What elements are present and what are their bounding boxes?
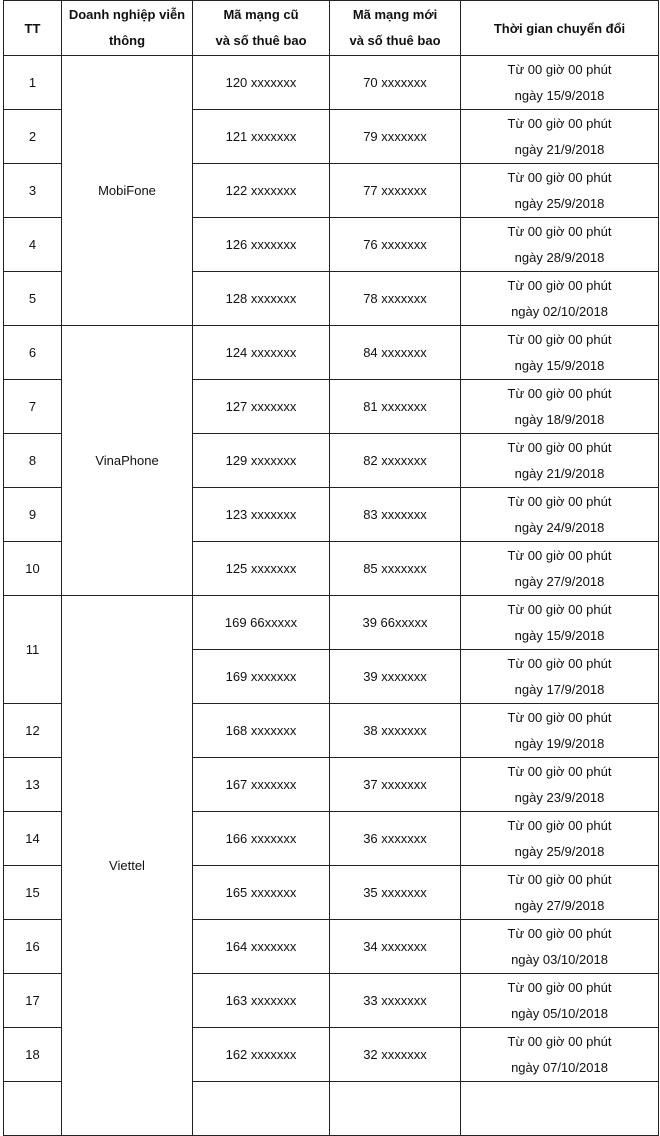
row-tt: 9 <box>4 488 62 542</box>
conversion-table <box>3 0 659 1136</box>
conversion-time: Từ 00 giờ 00 phút ngày 21/9/2018 <box>461 110 659 164</box>
new-code: 76 xxxxxxx <box>330 218 461 272</box>
header-time: Thời gian chuyển đổi <box>461 1 659 56</box>
row-tt: 1 <box>4 56 62 110</box>
row-tt: 10 <box>4 542 62 596</box>
old-code: 168 xxxxxxx <box>193 704 330 758</box>
new-code: 81 xxxxxxx <box>330 380 461 434</box>
new-code: 37 xxxxxxx <box>330 758 461 812</box>
conversion-time: Từ 00 giờ 00 phút ngày 28/9/2018 <box>461 218 659 272</box>
conversion-time: Từ 00 giờ 00 phút ngày 15/9/2018 <box>461 596 659 650</box>
new-code: 78 xxxxxxx <box>330 272 461 326</box>
conversion-time: Từ 00 giờ 00 phút ngày 27/9/2018 <box>461 542 659 596</box>
old-code: 162 xxxxxxx <box>193 1028 330 1082</box>
conversion-time: Từ 00 giờ 00 phút ngày 21/9/2018 <box>461 434 659 488</box>
row-tt: 8 <box>4 434 62 488</box>
row-tt: 4 <box>4 218 62 272</box>
old-code: 122 xxxxxxx <box>193 164 330 218</box>
new-code: 70 xxxxxxx <box>330 56 461 110</box>
new-code: 34 xxxxxxx <box>330 920 461 974</box>
old-code: 121 xxxxxxx <box>193 110 330 164</box>
conversion-time: Từ 00 giờ 00 phút ngày 18/9/2018 <box>461 380 659 434</box>
new-code: 38 xxxxxxx <box>330 704 461 758</box>
old-code: 126 xxxxxxx <box>193 218 330 272</box>
old-code: 165 xxxxxxx <box>193 866 330 920</box>
new-code: 36 xxxxxxx <box>330 812 461 866</box>
new-code: 77 xxxxxxx <box>330 164 461 218</box>
old-code: 166 xxxxxxx <box>193 812 330 866</box>
conversion-time: Từ 00 giờ 00 phút ngày 03/10/2018 <box>461 920 659 974</box>
new-code: 85 xxxxxxx <box>330 542 461 596</box>
conversion-time: Từ 00 giờ 00 phút ngày 02/10/2018 <box>461 272 659 326</box>
header-row <box>4 1 659 56</box>
old-code: 125 xxxxxxx <box>193 542 330 596</box>
row-tt: 13 <box>4 758 62 812</box>
conversion-time: Từ 00 giờ 00 phút ngày 15/9/2018 <box>461 326 659 380</box>
row-tt: 3 <box>4 164 62 218</box>
operator-mobifone: MobiFone <box>62 56 193 326</box>
conversion-time: Từ 00 giờ 00 phút ngày 24/9/2018 <box>461 488 659 542</box>
old-code: 124 xxxxxxx <box>193 326 330 380</box>
old-code: 123 xxxxxxx <box>193 488 330 542</box>
header-new-code: Mã mạng mới và số thuê bao <box>330 1 461 56</box>
conversion-time: Từ 00 giờ 00 phút ngày 15/9/2018 <box>461 56 659 110</box>
conversion-time: Từ 00 giờ 00 phút ngày 23/9/2018 <box>461 758 659 812</box>
new-code: 39 66xxxxx <box>330 596 461 650</box>
conversion-time: Từ 00 giờ 00 phút ngày 27/9/2018 <box>461 866 659 920</box>
row-tt: 5 <box>4 272 62 326</box>
new-code: 35 xxxxxxx <box>330 866 461 920</box>
header-tt: TT <box>4 1 62 56</box>
old-code: 164 xxxxxxx <box>193 920 330 974</box>
old-code: 167 xxxxxxx <box>193 758 330 812</box>
operator-vinaphone: VinaPhone <box>62 326 193 596</box>
conversion-time: Từ 00 giờ 00 phút ngày 17/9/2018 <box>461 650 659 704</box>
old-code: 169 xxxxxxx <box>193 650 330 704</box>
table-row <box>4 56 659 110</box>
header-operator: Doanh nghiệp viễn thông <box>62 1 193 56</box>
old-code: 169 66xxxxx <box>193 596 330 650</box>
header-old-code: Mã mạng cũ và số thuê bao <box>193 1 330 56</box>
old-code: 120 xxxxxxx <box>193 56 330 110</box>
new-code: 84 xxxxxxx <box>330 326 461 380</box>
new-code: 82 xxxxxxx <box>330 434 461 488</box>
conversion-time: Từ 00 giờ 00 phút ngày 05/10/2018 <box>461 974 659 1028</box>
row-tt: 17 <box>4 974 62 1028</box>
row-tt: 14 <box>4 812 62 866</box>
old-code: 163 xxxxxxx <box>193 974 330 1028</box>
row-tt: 6 <box>4 326 62 380</box>
row-tt: 16 <box>4 920 62 974</box>
new-code: 83 xxxxxxx <box>330 488 461 542</box>
new-code: 79 xxxxxxx <box>330 110 461 164</box>
old-code: 128 xxxxxxx <box>193 272 330 326</box>
old-code: 127 xxxxxxx <box>193 380 330 434</box>
conversion-time: Từ 00 giờ 00 phút ngày 07/10/2018 <box>461 1028 659 1082</box>
row-tt: 18 <box>4 1028 62 1082</box>
old-code: 129 xxxxxxx <box>193 434 330 488</box>
row-tt: 11 <box>4 596 62 704</box>
new-code: 33 xxxxxxx <box>330 974 461 1028</box>
table-row <box>4 326 659 380</box>
new-code: 39 xxxxxxx <box>330 650 461 704</box>
row-tt: 7 <box>4 380 62 434</box>
conversion-time: Từ 00 giờ 00 phút ngày 25/9/2018 <box>461 812 659 866</box>
operator-viettel: Viettel <box>62 596 193 1136</box>
table-row <box>4 596 659 650</box>
new-code: 32 xxxxxxx <box>330 1028 461 1082</box>
row-tt: 15 <box>4 866 62 920</box>
conversion-time: Từ 00 giờ 00 phút ngày 25/9/2018 <box>461 164 659 218</box>
row-tt: 12 <box>4 704 62 758</box>
row-tt: 2 <box>4 110 62 164</box>
conversion-time: Từ 00 giờ 00 phút ngày 19/9/2018 <box>461 704 659 758</box>
